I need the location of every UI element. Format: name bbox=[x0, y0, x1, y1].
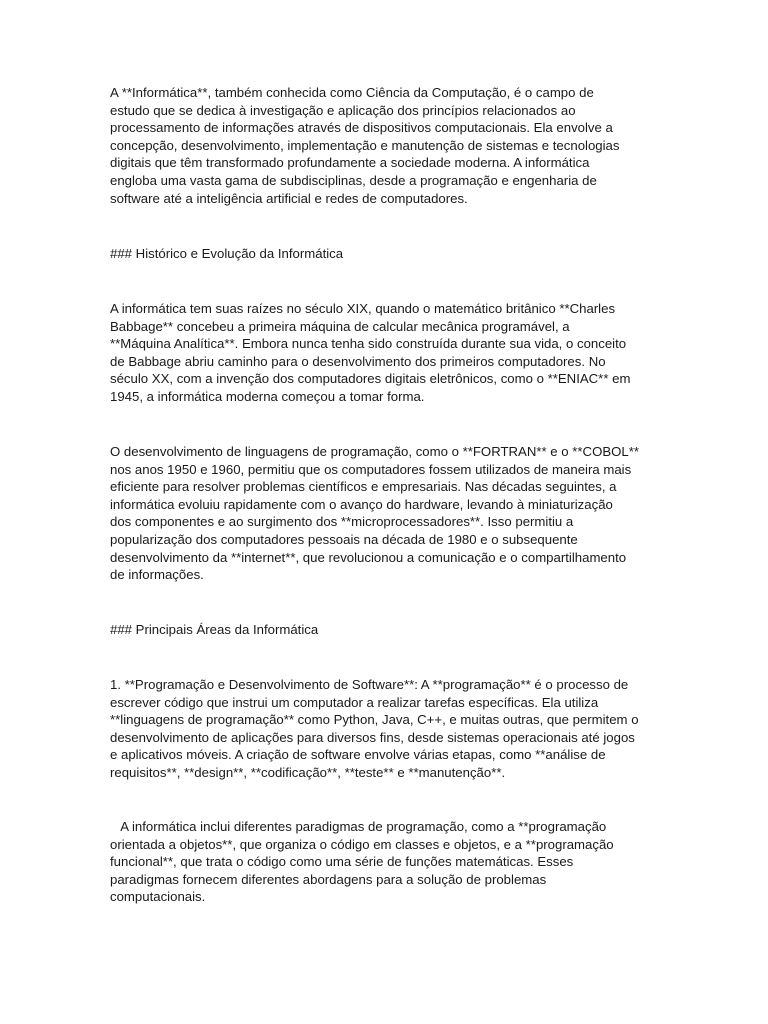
text-line: século XX, com a invenção dos computadores digitais eletrônicos, como o **ENIAC** em bbox=[110, 371, 631, 387]
text-line: informática evoluiu rapidamente com o avanço do hardware, levando à miniaturização bbox=[110, 496, 613, 512]
areas-item-1-continuation bbox=[110, 818, 614, 906]
areas-item-1 bbox=[110, 676, 639, 782]
text-line: **Máquina Analítica**. Embora nunca tenha sido construída durante sua vida, o conceito bbox=[110, 336, 627, 352]
section-heading: ### Principais Áreas da Informática bbox=[110, 622, 319, 637]
text-line: desenvolvimento de aplicações para diversos fins, desde sistemas operacionais até jogos bbox=[110, 729, 635, 745]
text-line: funcional**, que trata o código como uma série de funções matemáticas. Esses bbox=[110, 854, 574, 870]
heading-history bbox=[110, 245, 343, 263]
text-line: requisitos**, **design**, **codificação**, **teste** e **manutenção**. bbox=[110, 764, 506, 780]
text-line: **linguagens de programação** como Python, Java, C++, e muitas outras, que permitem o bbox=[110, 712, 639, 728]
text-line: de informações. bbox=[110, 567, 204, 583]
text-line: de Babbage abriu caminho para o desenvolvimento dos primeiros computadores. No bbox=[110, 353, 606, 369]
text-line: orientada a objetos**, que organiza o código em classes e objetos, e a **programação bbox=[110, 836, 614, 852]
text-line: concepção, desenvolvimento, implementação e manutenção de sistemas e tecnologias bbox=[110, 137, 620, 153]
heading-areas bbox=[110, 621, 318, 639]
history-paragraph-2 bbox=[110, 443, 639, 584]
section-heading: ### Histórico e Evolução da Informática bbox=[110, 246, 344, 261]
text-line: nos anos 1950 e 1960, permitiu que os computadores fossem utilizados de maneira mais bbox=[110, 461, 632, 477]
text-line: A informática tem suas raízes no século XIX, quando o matemático britânico **Charles bbox=[110, 301, 616, 316]
text-line: paradigmas fornecem diferentes abordagens para a solução de problemas bbox=[110, 871, 547, 887]
text-line: desenvolvimento da **internet**, que revolucionou a comunicação e o compartilhamento bbox=[110, 549, 627, 565]
text-line: computacionais. bbox=[110, 889, 206, 905]
text-line: 1. **Programação e Desenvolvimento de Software**: A **programação** é o processo de bbox=[110, 677, 629, 692]
text-line: eficiente para resolver problemas científicos e empresariais. Nas décadas seguintes, a bbox=[110, 479, 617, 495]
text-line: 1945, a informática moderna começou a tomar forma. bbox=[110, 388, 425, 404]
text-line: A **Informática**, também conhecida como Ciência da Computação, é o campo de bbox=[110, 85, 594, 100]
text-line: digitais que têm transformado profundamente a sociedade moderna. A informática bbox=[110, 155, 590, 171]
text-line: dos componentes e ao surgimento dos **microprocessadores**. Isso permitiu a bbox=[110, 514, 574, 530]
text-line: processamento de informações através de dispositivos computacionais. Ela envolve a bbox=[110, 120, 613, 136]
text-line: e aplicativos móveis. A criação de software envolve várias etapas, como **análise de bbox=[110, 747, 606, 763]
text-line: software até a inteligência artificial e redes de computadores. bbox=[110, 190, 468, 206]
text-line: Babbage** concebeu a primeira máquina de calcular mecânica programável, a bbox=[110, 318, 570, 334]
text-line: O desenvolvimento de linguagens de programação, como o **FORTRAN** e o **COBOL** bbox=[110, 444, 639, 459]
text-line: A informática inclui diferentes paradigmas de programação, como a **programação bbox=[110, 819, 607, 834]
history-paragraph-1 bbox=[110, 300, 630, 406]
intro-paragraph bbox=[110, 84, 619, 207]
text-line: estudo que se dedica à investigação e aplicação dos princípios relacionados ao bbox=[110, 102, 576, 118]
text-line: escrever código que instrui um computador a realizar tarefas específicas. Ela utiliza bbox=[110, 694, 599, 710]
text-line: engloba uma vasta gama de subdisciplinas, desde a programação e engenharia de bbox=[110, 172, 597, 188]
text-line: popularização dos computadores pessoais na década de 1980 e o subsequente bbox=[110, 531, 578, 547]
